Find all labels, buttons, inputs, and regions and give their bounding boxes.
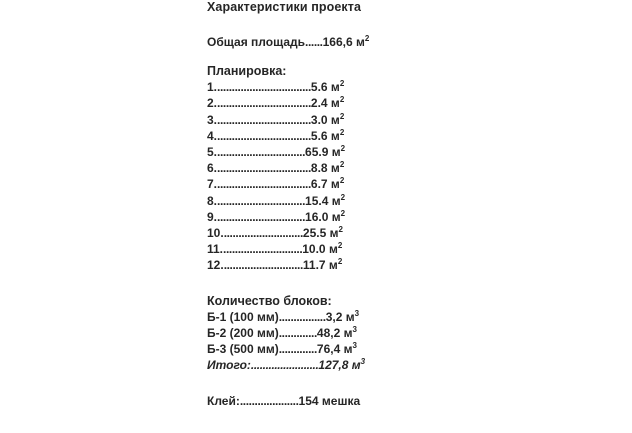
- row-number: Б-2 (200 мм): [207, 325, 279, 340]
- total-area-dots: ......: [305, 35, 323, 49]
- row-unit: 2: [339, 176, 345, 186]
- total-area-label: Общая площадь: [207, 35, 306, 49]
- row-value: 8.8 м: [310, 161, 340, 176]
- row-value: 76,4 м: [316, 342, 353, 357]
- row-number: Б-3 (500 мм): [207, 342, 279, 357]
- row-value: 6.7 м: [310, 177, 340, 192]
- row-unit: 2: [337, 257, 343, 267]
- row-unit: 2: [339, 127, 345, 137]
- row-dots: .............: [278, 325, 317, 340]
- glue-label: Клей:: [207, 394, 240, 409]
- row-dots: ................: [278, 309, 326, 324]
- total-area-value: 166,6 м: [322, 35, 365, 49]
- row-number: 6.: [207, 161, 218, 176]
- row-number: 10.: [207, 226, 224, 241]
- layout-row: [207, 225, 467, 241]
- project-specifications: [207, 0, 467, 410]
- layout-row: [207, 209, 467, 225]
- total-dots: .......................: [250, 358, 319, 373]
- row-dots: ................................: [217, 128, 311, 143]
- row-dots: ................................: [217, 177, 311, 192]
- row-dots: ..............................: [217, 209, 306, 224]
- layout-row: [207, 257, 467, 273]
- glue-dots: ....................: [239, 394, 299, 409]
- layout-row: [207, 160, 467, 176]
- blocks-row: [207, 309, 467, 325]
- blocks-total-row: [207, 357, 467, 373]
- row-dots: ...........................: [223, 226, 303, 241]
- row-number: Б-1 (100 мм): [207, 309, 279, 324]
- total-value: 127,8 м: [318, 358, 361, 373]
- row-unit: 2: [339, 95, 345, 105]
- total-label: Итого:: [207, 358, 251, 373]
- row-value: 15.4 м: [305, 193, 341, 208]
- row-number: 5.: [207, 145, 218, 160]
- row-dots: ...........................: [223, 258, 303, 273]
- row-dots: ................................: [217, 161, 311, 176]
- row-value: 5.6 м: [310, 128, 340, 143]
- row-value: 5.6 м: [310, 80, 340, 95]
- row-unit: 2: [339, 160, 345, 170]
- row-number: 8.: [207, 193, 218, 208]
- layout-title: Планировка:: [207, 64, 287, 79]
- row-dots: ................................: [217, 112, 311, 127]
- total-area-unit: 2: [364, 34, 370, 43]
- row-value: 3.0 м: [310, 112, 340, 127]
- layout-row: [207, 176, 467, 192]
- row-unit: 3: [354, 308, 360, 318]
- glue-value: 154 мешка: [298, 394, 361, 409]
- row-unit: 2: [340, 192, 346, 202]
- row-value: 3,2 м: [325, 309, 355, 324]
- row-dots: ...........................: [223, 242, 303, 257]
- row-unit: 2: [338, 225, 343, 235]
- spacer: [207, 274, 467, 294]
- row-number: 3.: [207, 112, 218, 127]
- row-value: 48,2 м: [316, 325, 353, 340]
- row-number: 11.: [207, 242, 224, 257]
- row-number: 7.: [207, 177, 218, 192]
- row-number: 12.: [207, 258, 224, 273]
- glue-row: [207, 393, 467, 409]
- row-value: 25.5 м: [302, 226, 339, 241]
- total-unit: 3: [360, 357, 366, 367]
- blocks-row: [207, 325, 467, 341]
- row-dots: ................................: [217, 96, 311, 111]
- layout-rows: [207, 79, 467, 273]
- layout-row: [207, 112, 467, 128]
- row-value: 10.0 м: [302, 242, 338, 257]
- blocks-title: Количество блоков:: [207, 293, 332, 308]
- row-unit: 3: [352, 324, 357, 334]
- row-dots: .............: [278, 342, 317, 357]
- row-value: 16.0 м: [305, 209, 341, 224]
- row-unit: 2: [340, 208, 346, 218]
- row-number: 9.: [207, 209, 218, 224]
- row-value: 65.9 м: [305, 145, 341, 160]
- blocks-row: [207, 341, 467, 357]
- row-unit: 3: [352, 341, 357, 351]
- spacer: [207, 373, 467, 393]
- total-area-row: [207, 34, 467, 50]
- layout-row: [207, 193, 467, 209]
- row-number: 2.: [207, 96, 218, 111]
- row-dots: ..............................: [217, 145, 306, 160]
- row-number: 1.: [207, 80, 218, 95]
- row-dots: ..............................: [217, 193, 306, 208]
- row-unit: 2: [339, 111, 345, 121]
- row-number: 4.: [207, 128, 218, 143]
- layout-row: [207, 241, 467, 257]
- spacer: [207, 50, 467, 64]
- blocks-rows: [207, 309, 467, 374]
- layout-row: [207, 79, 467, 95]
- layout-row: [207, 95, 467, 111]
- row-unit: 2: [340, 144, 346, 154]
- spec-title: Характеристики проекта: [207, 0, 362, 14]
- row-dots: ................................: [217, 80, 311, 95]
- row-value: 2.4 м: [310, 96, 340, 111]
- row-value: 11.7 м: [302, 258, 338, 273]
- row-unit: 2: [337, 241, 343, 251]
- spacer: [207, 14, 467, 34]
- row-unit: 2: [339, 79, 345, 89]
- layout-row: [207, 128, 467, 144]
- layout-row: [207, 144, 467, 160]
